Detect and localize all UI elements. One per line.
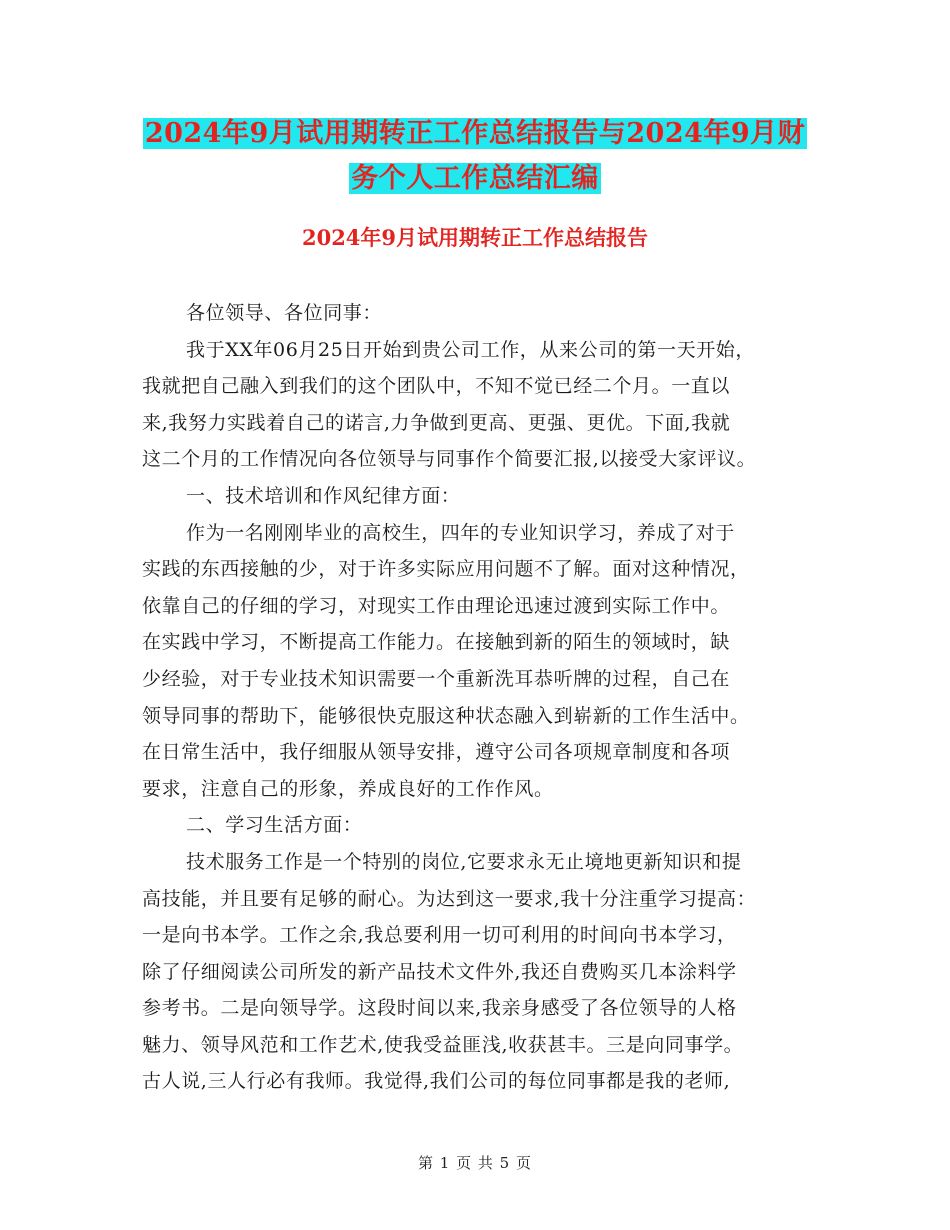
text-line: 我就把自己融入到我们的这个团队中，不知不觉已经二个月。一直以 (142, 375, 731, 398)
text-line: 古人说,三人行必有我师。我觉得,我们公司的每位同事都是我的老师, (142, 1070, 731, 1093)
text-line: 来,我努力实践着自己的诺言,力争做到更高、更强、更优。下面,我就 (142, 411, 731, 434)
text-line: 高技能，并且要有足够的耐心。为达到这一要求,我十分注重学习提高： (142, 887, 757, 910)
text-line: 依靠自己的仔细的学习，对现实工作由理论迅速过渡到实际工作中。 (142, 594, 731, 617)
text-line: 参考书。二是向领导学。这段时间以来,我亲身感受了各位领导的人格 (142, 997, 737, 1020)
text-line: 魅力、领导风范和工作艺术,使我受益匪浅,收获甚丰。三是向同事学。 (142, 1033, 744, 1056)
page-footer: 第 1 页 共 5 页 (418, 1154, 532, 1172)
text-line: 实践的东西接触的少，对于许多实际应用问题不了解。面对这种情况， (142, 558, 750, 581)
text-line: 要求，注意自己的形象，养成良好的工作作风。 (142, 777, 554, 800)
text-line: 领导同事的帮助下，能够很快克服这种状态融入到崭新的工作生活中。 (142, 704, 750, 727)
text-line: 各位领导、各位同事： (186, 302, 383, 324)
title-line-1: 2024年9月试用期转正工作总结报告与2024年9月财 (144, 118, 806, 149)
text-line: 二、学习生活方面： (186, 814, 363, 837)
text-line: 技术服务工作是一个特别的岗位,它要求永无止境地更新知识和提 (186, 850, 742, 873)
section-subtitle: 2024年9月试用期转正工作总结报告 (301, 225, 649, 250)
text-line: 这二个月的工作情况向各位领导与同事作个简要汇报,以接受大家评议。 (142, 448, 757, 471)
text-line: 少经验，对于专业技术知识需要一个重新洗耳恭听牌的过程，自己在 (142, 667, 731, 690)
text-line: 我于XX年06月25日开始到贵公司工作，从来公司的第一天开始， (186, 338, 756, 361)
text-line: 在日常生活中，我仔细服从领导安排，遵守公司各项规章制度和各项 (142, 741, 731, 764)
text-line: 在实践中学习，不断提高工作能力。在接触到新的陌生的领域时，缺 (142, 631, 731, 654)
document-title (0, 112, 950, 202)
body-text (142, 295, 832, 1100)
text-line: 一是向书本学。工作之余,我总要利用一切可利用的时间向书本学习， (142, 924, 737, 947)
text-line: 作为一名刚刚毕业的高校生，四年的专业知识学习，养成了对于 (186, 521, 735, 544)
text-line: 除了仔细阅读公司所发的新产品技术文件外,我还自费购买几本涂料学 (142, 960, 737, 983)
title-line-2: 务个人工作总结汇编 (351, 163, 599, 194)
text-line: 一、技术培训和作风纪律方面： (186, 484, 461, 507)
